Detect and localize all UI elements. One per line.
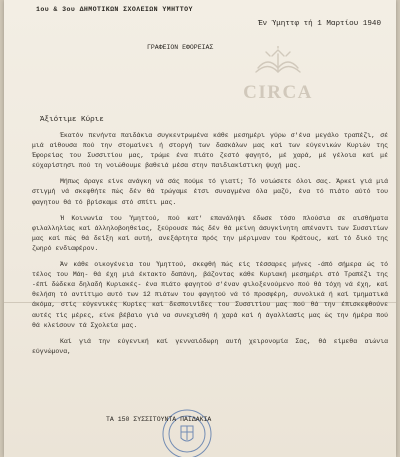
- paragraph-5: Καί γιά την εύγενική καί γενναιόδωρη αυτή χειρονομία Σας, θά είμεθα αιώνια εύγνώμονα,: [32, 337, 388, 355]
- watermark-text: CIRCA: [243, 82, 313, 103]
- salutation: Άξιότιμε Κύριε: [40, 116, 104, 124]
- letter-date: Έν Ύμηττφ τή 1 Μαρτίου 1940: [258, 20, 382, 28]
- letter-page: [4, 0, 396, 457]
- signature-line: ΤΑ 150 ΣΥΣΣΙΤΟΥΝΤΑ ΠΑΙΔΑΚΙΑ: [106, 416, 212, 423]
- paragraph-4: Άν κάθε οικογένεια του Ύμηττού, σκεφθή πώς είς τέσσαρες μήνες -άπό σήμερα ώς τό τέλος του Μάη- θά έχη μιά έκτακτο δαπάνη, βάζοντας κάθε Κυριακή μεσημέρι στό Τραπέζι της -έπί δώδεκα δηλαδή Κυριακές- ένα πιάτο φαγητού σ'έναν φιλοξενούμενο πού θά τόχη νά έχη, καί θελήση τό αντίτιμο αυτό των 12 πιάτων του φαγητού νά τό προσφέρη, συνολικά ή καί τμηματικά άκόμα, στίς εύγενικές Κυρίες καί δεσποινίδες του Συσσιτίου μας πού θά την έπισκεφθούνε αυτές τίς μέρες, είνε βέβαιο γιά να συνεχισθή ή χαρά καί ή άγαλλίασίς μας ώς την ήμέρα πού θά κλείσουν τά Σχολεία μας.: [32, 261, 388, 329]
- official-stamp: [159, 402, 215, 457]
- school-letterhead: 1ου & 3ου ΔΗΜΟΤΙΚΩΝ ΣΧΟΛΕΙΩΝ ΥΜΗΤΤΟΥ: [36, 6, 193, 13]
- paragraph-1: Έκατόν πενήντα παιδάκια συγκεντρωμένα κάθε μεσημέρι γύρω σ'ένα μεγάλο τραπέζι, σέ μιά αίθουσα πού την στομαίνει ή στοργή των δασκάλων μας καί των εύγενικών Κυριών της Έφορείας του Συσσιτίου μας, τρώμε ένα πιάτο ζεστό φαγητό, μέ χαρά, μέ γέλοια καί μέ εύχαρίστησι πού τη νοιώθουμε βαθειά μέσα στην παιδιακίστικη ψυχή μας.: [32, 132, 388, 170]
- open-book-icon: [228, 46, 328, 82]
- stamp-seal-icon: [159, 402, 215, 457]
- office-title: ΓΡΑΦΕΙΟΝ ΕΦΟΡΕΙΑΣ: [147, 44, 214, 51]
- letter-body: [32, 131, 388, 363]
- paragraph-3: Ή Κοινωνία του Ύμηττού, πού κατ' επανάληψι έδωσε τόσο πλούσια σε αισθήματα φιλαλληλίας καί άλληλοβοηθείας, ξεύρουσε πώς δέν θά μείνη άσυγκίνητη απέναντι των Συσσιτίων μας καί πώς θά δείξη καί αυτή, ανεξάρτητα πρός την μέριμναν του Κράτους, καί τό δικό της ζωηρό ενδιαφέρον.: [32, 214, 388, 252]
- circa-watermark: [228, 46, 328, 102]
- paragraph-2: Μήπως άραγε είνε ανάγκη νά σάς πούμε τό γιατί; Τό νοιώσετε όλοι σας. Άρκεί γιά μιά στιγμή νά σκεφθήτε πώς δέν θά τρώγαμε έτσι συναγμένα όλα μαζύ, ένα τό πιάτο αύτό του φαγητου θά τό βρίσκαμε στό σπίτι μας.: [32, 178, 388, 206]
